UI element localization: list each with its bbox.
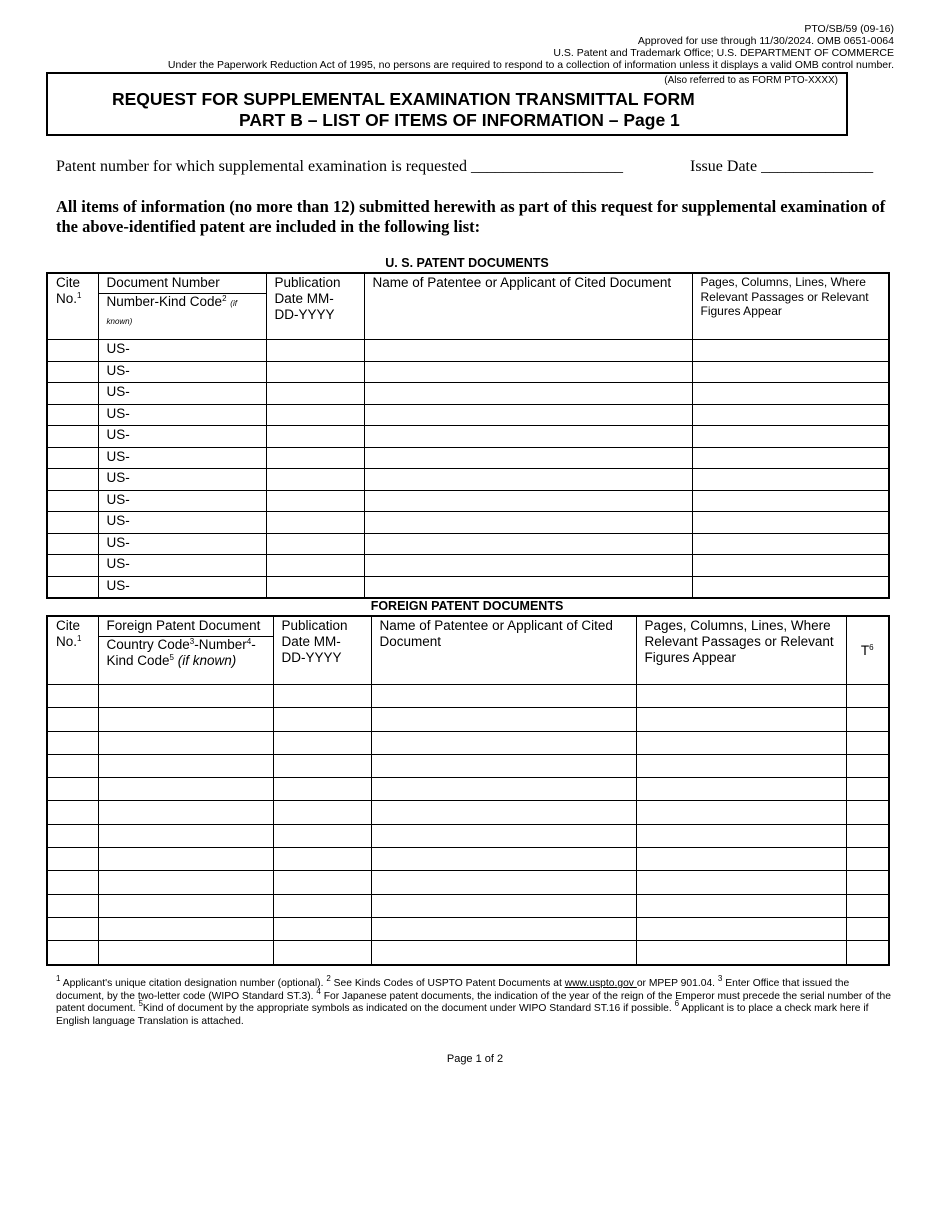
cite-cell[interactable]: [47, 383, 98, 405]
patentee-cell[interactable]: [371, 871, 636, 894]
form-title: REQUEST FOR SUPPLEMENTAL EXAMINATION TRANSMITTAL FORM: [112, 89, 695, 109]
cite-cell[interactable]: [47, 512, 98, 534]
table-row: [47, 848, 889, 871]
publication-date-cell[interactable]: [266, 361, 364, 383]
header-cite-no: Cite No.$^1$: [47, 616, 98, 685]
document-number-cell[interactable]: US-: [98, 576, 266, 598]
relevant-pages-cell[interactable]: [692, 555, 889, 577]
foreign-document-cell[interactable]: [98, 778, 273, 801]
publication-date-cell[interactable]: [266, 555, 364, 577]
translation-checkbox-cell[interactable]: [846, 848, 889, 871]
document-number-cell[interactable]: US-: [98, 404, 266, 426]
cite-cell[interactable]: [47, 340, 98, 362]
cite-cell[interactable]: [47, 426, 98, 448]
patentee-cell[interactable]: [371, 731, 636, 754]
table-row: [47, 340, 889, 362]
cite-cell[interactable]: [47, 404, 98, 426]
table-row: [47, 778, 889, 801]
cite-cell[interactable]: [47, 533, 98, 555]
header-patentee-name: Name of Patentee or Applicant of Cited Document: [364, 273, 692, 340]
header-relevant-pages: Pages, Columns, Lines, Where Relevant Passages or Relevant Figures Appear: [636, 616, 846, 685]
publication-date-cell[interactable]: [266, 340, 364, 362]
publication-date-cell[interactable]: [273, 871, 371, 894]
patentee-cell[interactable]: [364, 490, 692, 512]
paperwork-notice: Under the Paperwork Reduction Act of 1995, no persons are required to respond to a collection of information unless it displays a valid OMB control number.: [167, 59, 894, 71]
relevant-pages-cell[interactable]: [692, 361, 889, 383]
patentee-cell[interactable]: [364, 555, 692, 577]
translation-checkbox-cell[interactable]: [846, 824, 889, 847]
publication-date-cell[interactable]: [266, 490, 364, 512]
intro-statement: All items of information (no more than 12) submitted herewith as part of this request for supplemental examination of the above-identified patent are included in the following list:: [56, 197, 886, 236]
document-number-cell[interactable]: US-: [98, 426, 266, 448]
table-row: [47, 426, 889, 448]
cite-cell[interactable]: [47, 708, 98, 731]
table-row: [47, 361, 889, 383]
relevant-pages-cell[interactable]: [692, 512, 889, 534]
table-row: [47, 685, 889, 708]
us-patent-section-title: U. S. PATENT DOCUMENTS: [385, 256, 549, 270]
document-number-cell[interactable]: US-: [98, 340, 266, 362]
publication-date-cell[interactable]: [266, 426, 364, 448]
table-row: [47, 447, 889, 469]
patentee-cell[interactable]: [371, 708, 636, 731]
cite-cell[interactable]: [47, 848, 98, 871]
patentee-cell[interactable]: [364, 469, 692, 491]
cite-cell[interactable]: [47, 917, 98, 940]
relevant-pages-cell[interactable]: [692, 576, 889, 598]
relevant-pages-cell[interactable]: [692, 426, 889, 448]
table-row: [47, 731, 889, 754]
relevant-pages-cell[interactable]: [692, 533, 889, 555]
table-row: [47, 824, 889, 847]
translation-checkbox-cell[interactable]: [846, 708, 889, 731]
relevant-pages-cell[interactable]: [636, 801, 846, 824]
document-number-cell[interactable]: US-: [98, 512, 266, 534]
table-row: [47, 801, 889, 824]
table-row: [47, 555, 889, 577]
patentee-cell[interactable]: [371, 801, 636, 824]
cite-cell[interactable]: [47, 754, 98, 777]
foreign-document-cell[interactable]: [98, 801, 273, 824]
us-table-header: [47, 273, 889, 340]
foreign-document-cell[interactable]: [98, 685, 273, 708]
translation-checkbox-cell[interactable]: [846, 871, 889, 894]
publication-date-cell[interactable]: [273, 824, 371, 847]
patentee-cell[interactable]: [371, 941, 636, 965]
document-number-cell[interactable]: US-: [98, 555, 266, 577]
translation-checkbox-cell[interactable]: [846, 778, 889, 801]
publication-date-cell[interactable]: [273, 685, 371, 708]
foreign-document-cell[interactable]: [98, 848, 273, 871]
table-row: [47, 576, 889, 598]
cite-cell[interactable]: [47, 871, 98, 894]
relevant-pages-cell[interactable]: [692, 340, 889, 362]
relevant-pages-cell[interactable]: [692, 404, 889, 426]
cite-cell[interactable]: [47, 555, 98, 577]
document-number-cell[interactable]: US-: [98, 533, 266, 555]
translation-checkbox-cell[interactable]: [846, 941, 889, 965]
patentee-cell[interactable]: [364, 447, 692, 469]
table-row: [47, 894, 889, 917]
relevant-pages-cell[interactable]: [636, 778, 846, 801]
form-subtitle: PART B – LIST OF ITEMS OF INFORMATION – Page 1: [239, 110, 680, 130]
foreign-document-cell[interactable]: [98, 731, 273, 754]
patentee-cell[interactable]: [364, 404, 692, 426]
document-number-cell[interactable]: US-: [98, 383, 266, 405]
relevant-pages-cell[interactable]: [636, 871, 846, 894]
patentee-cell[interactable]: [371, 894, 636, 917]
table-row: [47, 469, 889, 491]
omb-approval: Approved for use through 11/30/2024. OMB 0651-0064: [637, 35, 894, 47]
publication-date-cell[interactable]: [273, 941, 371, 965]
uspto-link[interactable]: www.uspto.gov: [564, 978, 637, 989]
table-row: [47, 708, 889, 731]
patentee-cell[interactable]: [364, 576, 692, 598]
relevant-pages-cell[interactable]: [636, 754, 846, 777]
relevant-pages-cell[interactable]: [692, 447, 889, 469]
patentee-cell[interactable]: [364, 361, 692, 383]
document-number-cell[interactable]: US-: [98, 490, 266, 512]
foreign-document-cell[interactable]: [98, 917, 273, 940]
translation-checkbox-cell[interactable]: [846, 801, 889, 824]
publication-date-cell[interactable]: [273, 848, 371, 871]
header-patentee-name: Name of Patentee or Applicant of Cited Document: [371, 616, 636, 685]
form-id: PTO/SB/59 (09-16): [804, 23, 894, 35]
publication-date-cell[interactable]: [266, 533, 364, 555]
foreign-document-cell[interactable]: [98, 894, 273, 917]
cite-cell[interactable]: [47, 469, 98, 491]
translation-checkbox-cell[interactable]: [846, 731, 889, 754]
relevant-pages-cell[interactable]: [636, 685, 846, 708]
publication-date-cell[interactable]: [273, 778, 371, 801]
foreign-document-cell[interactable]: [98, 871, 273, 894]
relevant-pages-cell[interactable]: [692, 490, 889, 512]
office-name: U.S. Patent and Trademark Office; U.S. DEPARTMENT OF COMMERCE: [553, 47, 894, 59]
foreign-patent-section-title: FOREIGN PATENT DOCUMENTS: [370, 599, 564, 613]
cite-cell[interactable]: [47, 490, 98, 512]
patentee-cell[interactable]: [371, 848, 636, 871]
publication-date-cell[interactable]: [266, 383, 364, 405]
foreign-patent-table: [46, 615, 890, 966]
cite-cell[interactable]: [47, 731, 98, 754]
issue-date-field[interactable]: Issue Date ______________: [690, 158, 874, 175]
relevant-pages-cell[interactable]: [636, 894, 846, 917]
page-number: Page 1 of 2: [446, 1053, 504, 1065]
patentee-cell[interactable]: [371, 917, 636, 940]
translation-checkbox-cell[interactable]: [846, 894, 889, 917]
table-row: [47, 404, 889, 426]
patentee-cell[interactable]: [371, 685, 636, 708]
patentee-cell[interactable]: [364, 533, 692, 555]
publication-date-cell[interactable]: [266, 404, 364, 426]
header-relevant-pages: Pages, Columns, Lines, Where Relevant Passages or Relevant Figures Appear: [692, 273, 889, 340]
relevant-pages-cell[interactable]: [636, 848, 846, 871]
cite-cell[interactable]: [47, 447, 98, 469]
foreign-document-cell[interactable]: [98, 941, 273, 965]
table-row: [47, 917, 889, 940]
patentee-cell[interactable]: [371, 824, 636, 847]
publication-date-cell[interactable]: [273, 894, 371, 917]
foreign-document-cell[interactable]: [98, 708, 273, 731]
table-row: [47, 754, 889, 777]
cite-cell[interactable]: [47, 778, 98, 801]
patentee-cell[interactable]: [364, 340, 692, 362]
publication-date-cell[interactable]: [273, 801, 371, 824]
patentee-cell[interactable]: [371, 778, 636, 801]
document-number-cell[interactable]: US-: [98, 361, 266, 383]
patentee-cell[interactable]: [371, 754, 636, 777]
foreign-document-cell[interactable]: [98, 824, 273, 847]
header-publication-date: Publication Date MM-DD-YYYY: [266, 273, 364, 340]
relevant-pages-cell[interactable]: [636, 917, 846, 940]
cite-cell[interactable]: [47, 941, 98, 965]
document-number-cell[interactable]: US-: [98, 469, 266, 491]
header-publication-date: Publication Date MM-DD-YYYY: [273, 616, 371, 685]
patentee-cell[interactable]: [364, 383, 692, 405]
table-row: [47, 383, 889, 405]
patentee-cell[interactable]: [364, 512, 692, 534]
relevant-pages-cell[interactable]: [636, 731, 846, 754]
header-foreign-document: Foreign Patent Document Country Code$^3$-Number$^4$- Kind Code$^5$ (if known): [98, 616, 273, 685]
relevant-pages-cell[interactable]: [636, 824, 846, 847]
translation-checkbox-cell[interactable]: [846, 754, 889, 777]
publication-date-cell[interactable]: [266, 447, 364, 469]
header-cite-no: Cite No.$^1$: [47, 273, 98, 340]
cite-cell[interactable]: [47, 824, 98, 847]
patent-number-field[interactable]: Patent number for which supplemental examination is requested ___________________: [56, 158, 623, 175]
table-row: [47, 490, 889, 512]
us-patent-table: [46, 272, 890, 599]
title-box: [46, 72, 848, 136]
table-row: [47, 871, 889, 894]
relevant-pages-cell[interactable]: [692, 469, 889, 491]
translation-checkbox-cell[interactable]: [846, 917, 889, 940]
header-translation: $T^6$: [846, 616, 889, 685]
publication-date-cell[interactable]: [266, 512, 364, 534]
relevant-pages-cell[interactable]: [692, 383, 889, 405]
relevant-pages-cell[interactable]: [636, 941, 846, 965]
footnotes: $^1$ Applicant's unique citation designation number (optional). $^2$ See Kinds Codes of USPTO Patent Documents at www.uspto.gov or MPEP 901.04. $^3$ Enter Office that issued the document, by the two-letter code (WIPO Standard ST.3). $^4$ For Japanese patent documents, the indication of the year of the reign of the Emperor must precede the serial number of the patent document. $^5$Kind of document by the appropriate symbols as indicated on the document under WIPO Standard ST.16 if possible. $^6$ Applicant is to place a check mark here if English language Translation is attached.: [56, 974, 891, 1027]
publication-date-cell[interactable]: [273, 754, 371, 777]
publication-date-cell[interactable]: [273, 731, 371, 754]
document-number-cell[interactable]: US-: [98, 447, 266, 469]
foreign-document-cell[interactable]: [98, 754, 273, 777]
publication-date-cell[interactable]: [273, 708, 371, 731]
cite-cell[interactable]: [47, 576, 98, 598]
foreign-table-header: [47, 616, 889, 685]
cite-cell[interactable]: [47, 894, 98, 917]
publication-date-cell[interactable]: [266, 576, 364, 598]
cite-cell[interactable]: [47, 685, 98, 708]
patentee-cell[interactable]: [364, 426, 692, 448]
publication-date-cell[interactable]: [266, 469, 364, 491]
header-document-number: Document Number Number-Kind Code$^2$ (if known): [98, 273, 266, 340]
form-alias: (Also referred to as FORM PTO-XXXX): [664, 75, 838, 86]
table-row: [47, 941, 889, 965]
table-row: [47, 512, 889, 534]
relevant-pages-cell[interactable]: [636, 708, 846, 731]
cite-cell[interactable]: [47, 361, 98, 383]
translation-checkbox-cell[interactable]: [846, 685, 889, 708]
cite-cell[interactable]: [47, 801, 98, 824]
table-row: [47, 533, 889, 555]
publication-date-cell[interactable]: [273, 917, 371, 940]
